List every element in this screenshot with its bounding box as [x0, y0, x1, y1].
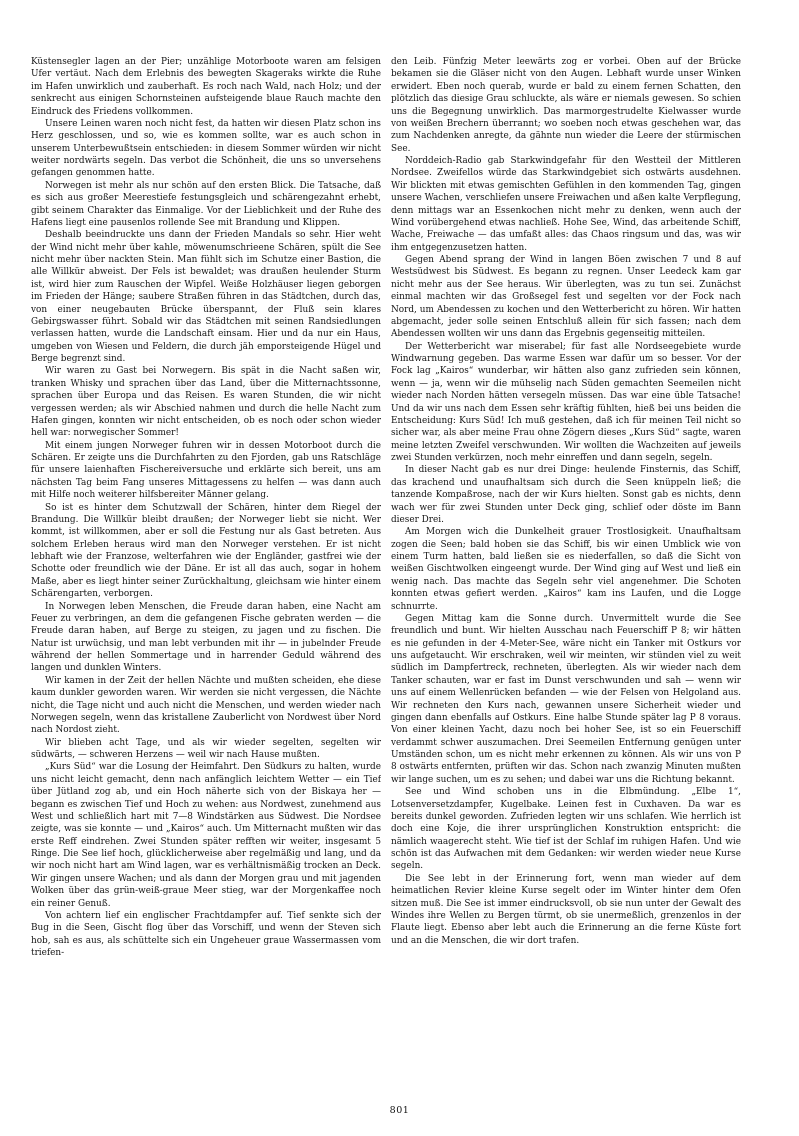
paragraph: Wir kamen in der Zeit der hellen Nächte und mußten scheiden, ehe diese kaum dunkler geworden waren. Wir werden sie nicht vergessen, die Nächte nicht, die Tage nicht und auch nicht die Menschen, und werden wieder nach Norwegen segeln, wenn das kristallene Zauberlicht von Nordwest über Nord nach Nordost zieht.: [31, 675, 381, 736]
paragraph: Küstensegler lagen an der Pier; unzählige Motorboote waren am felsigen Ufer vertäut. Nach dem Erlebnis des bewegten Skageraks wirkte die Ruhe im Hafen unwirklich und zauberhaft. Es roch nach Wald, nach Holz; und der senkrecht aus einigen Schornsteinen aufsteigende blaue Rauch machte den Eindruck des Friedens vollkommen.: [31, 57, 381, 117]
paragraph: Norddeich-Radio gab Starkwindgefahr für den Westteil der Mittleren Nordsee. Zweifellos würde das Starkwindgebiet sich ostwärts ausdehnen. Wir blickten mit etwas gemischten Gefühlen in den kommenden Tag, gingen unsere Wachen, verschliefen unsere Freiwachen und aßen kalte Verpflegung, denn mittags war an Essenkochen nicht mehr zu denken, wenn auch der Wind vorübergehend etwas nachließ. Hohe See, Wind, das arbeitende Schiff, Wache, Freiwache — das umfaßt alles: das Chaos ringsum und das, was wir ihm entgegenzusetzen hatten.: [391, 156, 741, 253]
paragraph: Gegen Abend sprang der Wind in langen Böen zwischen 7 und 8 auf Westsüdwest bis Südwest. Es begann zu regnen. Unser Leedeck kam gar nicht mehr aus der See heraus. Wir überlegten, was zu tun sei. Zunächst einmal machten wir das Großsegel fest und segelten vor der Fock nach Nord, um Abendessen zu kochen und den Wetterbericht zu hören. Wir hatten abgemacht, jeder solle seinen Entschluß allein für sich fassen; nach dem Abendessen wollten wir uns dann das Ergebnis gegenseitig mitteilen.: [391, 255, 741, 340]
paragraph: Norwegen ist mehr als nur schön auf den ersten Blick. Die Tatsache, daß es sich aus großer Meerestiefe festungsgleich und schärengezahnt erhebt, gibt seinem Charakter das Einmalige. Vor der Lieblichkeit und der Ruhe des Hafens liegt eine pausenlos rollende See mit Brandung und Klippen.: [31, 180, 381, 228]
paragraph: Wir waren zu Gast bei Norwegern. Bis spät in die Nacht saßen wir, tranken Whisky und sprachen über das Land, über die Mitternachtssonne, sprachen über Europa und das Reisen. Es waren Stunden, die wir nicht vergessen werden; als wir Abschied nahmen und durch die helle Nacht zum Hafen gingen, konnten wir nicht entscheiden, ob es noch oder schon wieder hell war: norwegischer Sommer!: [31, 366, 381, 439]
text-column-right: [391, 56, 741, 1091]
paragraph: „Kurs Süd“ war die Losung der Heimfahrt. Den Südkurs zu halten, wurde uns nicht leicht gemacht, denn nach anfänglich leichtem Wetter — ein Tief über Jütland zog ab, und ein Hoch näherte sich von der Biskaya her — begann es zwischen Tief und Hoch zu wehen: aus Nordwest, zunehmend aus West und schließlich hart mit 7—8 Windstärken aus Südwest. Die Nordsee zeigte, was sie konnte — und „Kairos“ auch. Um Mitternacht mußten wir das erste Reff eindrehen. Zwei Stunden später refften wir weiter, insgesamt 5 Ringe. Die See lief hoch, glücklicherweise aber regelmäßig und lang, und da wir noch nicht hart am Wind lagen, war es verhältnismäßig trocken an Deck. Wir gingen unsere Wachen; und als dann der Morgen grau und mit jagenden Wolken über das grün-weiß-graue Meer stieg, war der Morgenkaffee noch ein reiner Genuß.: [31, 762, 381, 909]
paragraph: Deshalb beeindruckte uns dann der Frieden Mandals so sehr. Hier weht der Wind nicht mehr über kahle, möwenumschrieene Schären, spült die See nicht mehr über nackten Stein. Man fühlt sich im Schutze einer Bastion, die alle Willkür abweist. Der Fels ist bewaldet; was draußen heulender Sturm ist, wird hier zum Rauschen der Wipfel. Weiße Holzhäuser liegen geborgen im Frieden der Hänge; saubere Straßen führen in das Städtchen, durch das, von einer neugebauten Brücke überspannt, der Fluß sein klares Gebirgswasser führt. Sobald wir das Städtchen mit seinen Randsiedlungen verlassen hatten, wurde die Landschaft einsam. Hier und da nur ein Haus, umgeben von Wiesen und Feldern, die durch jäh emporsteigende Hügel und Berge begrenzt sind.: [31, 230, 381, 364]
paragraph: Wir blieben acht Tage, und als wir wieder segelten, segelten wir südwärts, — schweren Herzens — weil wir nach Hause mußten.: [31, 737, 381, 760]
page-number: 801: [389, 1105, 410, 1116]
paragraph: Der Wetterbericht war miserabel; für fast alle Nordseegebiete wurde Windwarnung gegeben. Das warme Essen war dafür um so besser. Vor der Fock lag „Kairos“ wunderbar, wir hätten also ganz zufrieden sein können, wenn — ja, wenn wir die mühselig nach Süden gemachten Seemeilen nicht wieder nach Norden hätten versegeln müssen. Das war eine üble Tatsache! Und da wir uns nach dem Essen sehr kräftig fühlten, hieß bei uns beiden die Entscheidung: Kurs Süd! Ich muß gestehen, daß ich für meinen Teil nicht so sicher war, als aber meine Frau ohne Zögern dieses „Kurs Süd“ sagte, waren meine letzten Zweifel verschwunden. Wir wollten die Wachzeiten auf jeweils zwei Stunden verkürzen, noch mehr einreffen und dann segeln, segeln.: [391, 341, 741, 463]
paragraph: In dieser Nacht gab es nur drei Dinge: heulende Finsternis, das Schiff, das krachend und unaufhaltsam sich durch die Seen knüppeln ließ; die tanzende Kompaßrose, nach der wir Kurs hielten. Sonst gab es nichts, denn wach wer für zwei Stunden unter Deck ging, schlief oder döste im Bann dieser Drei.: [391, 465, 741, 525]
paragraph: So ist es hinter dem Schutzwall der Schären, hinter dem Riegel der Brandung. Die Willkür bleibt draußen; der Norweger liebt sie nicht. Wer kommt, ist willkommen, aber er soll die Festung nur als Gast betreten. Aus solchem Erleben heraus wird man den Norweger verstehen. Er ist nicht lebhaft wie der Franzose, welterfahren wie der Engländer, gastfrei wie der Schotte oder freundlich wie der Däne. Er ist all das auch, sogar in hohem Maße, aber es liegt hinter seiner Zurückhaltung, gleichsam wie hinter einem Schärengarten, verborgen.: [31, 502, 381, 600]
paragraph: Mit einem jungen Norweger fuhren wir in dessen Motorboot durch die Schären. Er zeigte uns die Durchfahrten zu den Fjorden, gab uns Ratschläge für unsere laienhaften Fischereiversuche und erklärte sich bereit, uns am nächsten Tag beim Fang unseres Mittagessens zu helfen — was dann auch mit Hilfe noch weiterer hilfsbereiter Männer gelang.: [31, 440, 381, 501]
paragraph: Am Morgen wich die Dunkelheit grauer Trostlosigkeit. Unaufhaltsam zogen die Seen; bald hoben sie das Schiff, bis wir einen Umblick wie von einem Turm hatten, bald ließen sie es niederfallen, so daß die Sicht von weißen Gischtwolken eingeengt wurde. Der Wind ging auf West und ließ ein wenig nach. Das machte das Segeln sehr viel angenehmer. Die Schoten konnten etwas gefiert werden. „Kairos“ kam ins Laufen, und die Logge schnurrte.: [391, 527, 741, 612]
paragraph: Unsere Leinen waren noch nicht fest, da hatten wir diesen Platz schon ins Herz geschlossen, und so, wie es kommen sollte, war es auch schon in unserem Unterbewußtsein entschieden: in diesem Sommer würden wir nicht weiter nordwärts segeln. Das verbot die Schönheit, die uns so unversehens gefangen genommen hatte.: [31, 118, 381, 179]
paragraph: See und Wind schoben uns in die Elbmündung. „Elbe 1“, Lotsenversetzdampfer, Kugelbake. Leinen fest in Cuxhaven. Da war es bereits dunkel geworden. Zufrieden legten wir uns schlafen. Wie herrlich ist doch eine Koje, die ihrer ursprünglichen Konstruktion entspricht: die nämlich waagerecht steht. Wie tief ist der Schlaf im ruhigen Hafen. Und wie schön ist das Aufwachen mit dem Gedanken: wir werden wieder neue Kurse segeln.: [391, 787, 741, 872]
paragraph: Von achtern lief ein englischer Frachtdampfer auf. Tief senkte sich der Bug in die Seen, Gischt flog über das Vorschiff, und wenn der Steven sich hob, sah es aus, als schüttelte sich ein Ungeheuer graue Wassermassen vom triefen-: [31, 910, 381, 958]
paragraph: den Leib. Fünfzig Meter leewärts zog er vorbei. Oben auf der Brücke bekamen sie die Gläser nicht von den Augen. Lebhaft wurde unser Winken erwidert. Eben noch querab, wurde er bald zu einem fernen Schatten, den plötzlich das diesige Grau schluckte, als wäre er niemals gewesen. So schien uns die Begegnung unwirklich. Das marmorgestrudelte Kielwasser wurde von weißen Brechern überrannt; wo soeben noch etwas geschehen war, das zum Nachdenken anregte, da gähnte nun wieder die Leere der stürmischen See.: [391, 57, 741, 154]
paragraph: In Norwegen leben Menschen, die Freude daran haben, eine Nacht am Feuer zu verbringen, an dem die gefangenen Fische gebraten werden — die Freude daran haben, auf Berge zu steigen, zu jagen und zu fischen. Die Natur ist urwüchsig, und man lebt verbunden mit ihr — in jubelnder Freude während der hellen Sommertage und in harrender Geduld während des langen und dunklen Winters.: [31, 601, 381, 674]
paragraph: Gegen Mittag kam die Sonne durch. Unvermittelt wurde die See freundlich und bunt. Wir hielten Ausschau nach Feuerschiff P 8; wir hätten es nie gefunden in der 4-Meter-See, wäre nicht ein Tanker mit Ostkurs vor uns aufgetaucht. Wir erschraken, weil wir meinten, wir stünden viel zu weit südlich im Dampfertreck, rechneten, überlegten. Als wir wieder nach dem Tanker schauten, war er fast im Dunst verschwunden und sah — wenn wir uns auf einem Wellenrücken befanden — wie der Felsen von Helgoland aus. Wir rechneten den Kurs nach, gewannen unsere Sicherheit wieder und gingen dann ebenfalls auf Ostkurs. Eine halbe Stunde später lag P 8 voraus. Von einer kleinen Yacht, dazu noch bei hoher See, ist so ein Feuerschiff verdammt schwer auszumachen. Drei Seemeilen Entfernung genügen unter Umständen schon, um es nicht mehr erkennen zu können. Als wir uns von P 8 ostwärts entfernten, prüften wir das. Schon nach zwanzig Minuten mußten wir lange suchen, um es zu sehen; und dabei war uns die Richtung bekannt.: [391, 613, 741, 785]
text-column-left: [31, 56, 381, 1091]
paragraph: Die See lebt in der Erinnerung fort, wenn man wieder auf dem heimatlichen Revier kleine Kurse segelt oder im Winter hinter dem Ofen sitzen muß. Die See ist immer eindrucksvoll, ob sie nun unter der Gewalt des Windes ihre Wellen zu Bergen türmt, ob sie unermeßlich, grenzenlos in der Flaute liegt. Ebenso aber lebt auch die Erinnerung an die ferne Küste fort und an die Menschen, die wir dort trafen.: [391, 873, 741, 946]
